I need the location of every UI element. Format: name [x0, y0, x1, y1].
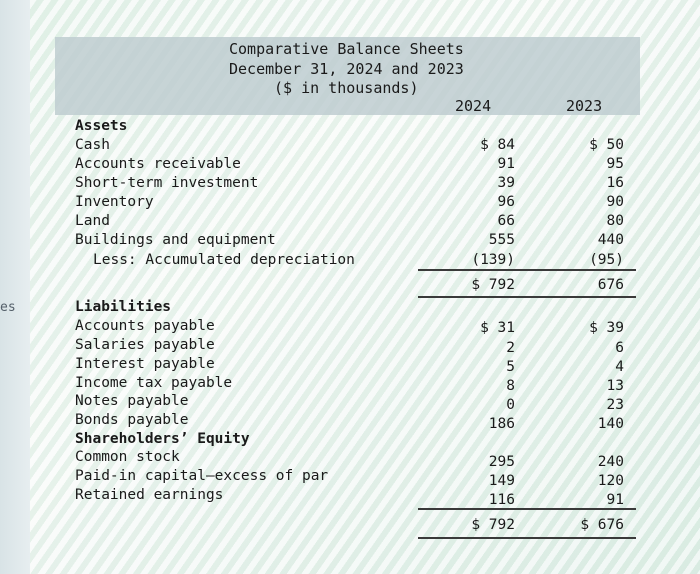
row-label: Paid-in capital–excess of par [75, 468, 329, 484]
value-2024: (139) [471, 252, 515, 268]
liabilities-equity-total-2024: $ 792 [471, 517, 515, 533]
value-2024: 39 [497, 175, 515, 191]
value-2024: 555 [488, 232, 515, 248]
value-2024: 66 [497, 213, 515, 229]
value-2023: 240 [597, 454, 624, 470]
value-2023: 440 [597, 232, 624, 248]
value-2023: (95) [589, 252, 624, 268]
value-2023: $ 50 [589, 137, 624, 153]
assets-total-2024: $ 792 [471, 277, 515, 293]
row-label: Interest payable [75, 356, 215, 372]
value-2023: 6 [615, 340, 624, 356]
row-label: Less: Accumulated depreciation [93, 252, 355, 268]
title-line-3: ($ in thousands) [274, 79, 419, 97]
value-2023: 90 [606, 194, 624, 210]
row-label: Accounts receivable [75, 156, 241, 172]
row-label: Common stock [75, 449, 180, 465]
value-2023: 95 [606, 156, 624, 172]
row-label: Salaries payable [75, 337, 215, 353]
column-header-2023: 2023 [566, 97, 603, 115]
value-2023: 80 [606, 213, 624, 229]
row-label: Accounts payable [75, 318, 215, 334]
assets-total-2023: 676 [597, 277, 624, 293]
row-label: Income tax payable [75, 375, 233, 391]
value-2024: 149 [488, 473, 515, 489]
title-line-1: Comparative Balance Sheets [229, 40, 464, 58]
row-label: Inventory [75, 194, 154, 210]
value-2023: 120 [597, 473, 624, 489]
total-rule [418, 537, 636, 539]
value-2024: $ 84 [480, 137, 515, 153]
edge-text: es [0, 300, 16, 315]
row-label: Buildings and equipment [75, 232, 276, 248]
value-2024: 186 [488, 416, 515, 432]
left-edge-strip [0, 0, 30, 574]
liabilities-heading: Liabilities [75, 299, 172, 315]
title-line-2: December 31, 2024 and 2023 [229, 60, 464, 78]
value-2024: 0 [506, 397, 515, 413]
row-label: Bonds payable [75, 412, 189, 428]
value-2023: 91 [606, 492, 624, 508]
subtotal-rule [418, 269, 636, 271]
value-2024: 5 [506, 359, 515, 375]
subtotal-rule [418, 508, 636, 510]
liabilities-equity-total-2023: $ 676 [580, 517, 624, 533]
value-2024: $ 31 [480, 320, 515, 336]
value-2023: $ 39 [589, 320, 624, 336]
row-label: Land [75, 213, 110, 229]
value-2024: 116 [488, 492, 515, 508]
value-2023: 13 [606, 378, 624, 394]
assets-heading: Assets [75, 118, 128, 134]
row-label: Notes payable [75, 393, 189, 409]
value-2023: 16 [606, 175, 624, 191]
value-2024: 91 [497, 156, 515, 172]
column-header-2024: 2024 [455, 97, 492, 115]
row-label: Retained earnings [75, 487, 224, 503]
value-2023: 23 [606, 397, 624, 413]
value-2024: 8 [506, 378, 515, 394]
row-label: Cash [75, 137, 110, 153]
equity-heading: Shareholders’ Equity [75, 431, 250, 447]
value-2024: 295 [488, 454, 515, 470]
row-label: Short-term investment [75, 175, 259, 191]
value-2023: 140 [597, 416, 624, 432]
value-2023: 4 [615, 359, 624, 375]
value-2024: 2 [506, 340, 515, 356]
total-rule [418, 296, 636, 298]
value-2024: 96 [497, 194, 515, 210]
